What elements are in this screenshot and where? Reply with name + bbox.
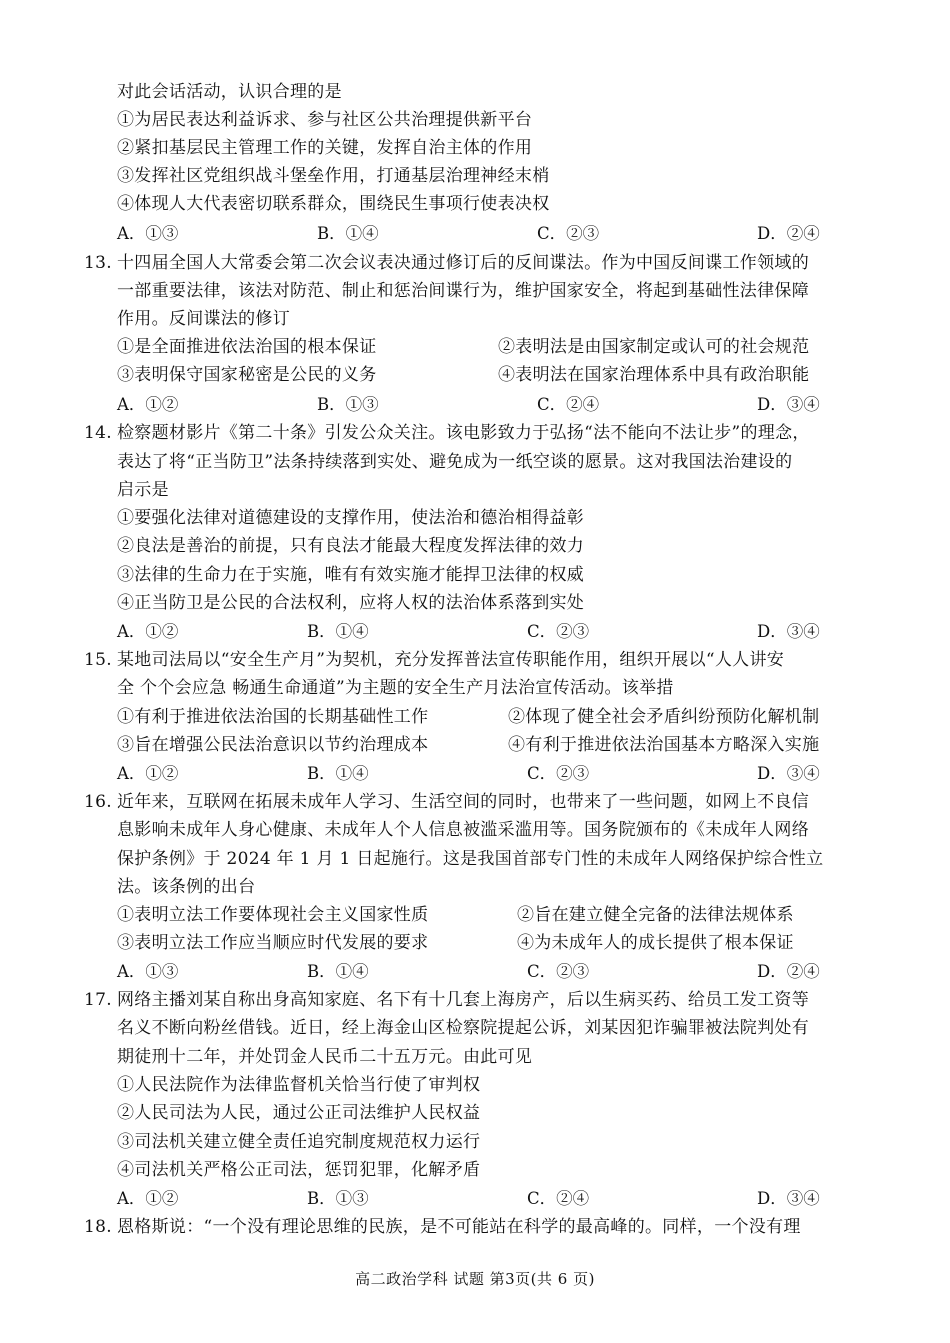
q17-choice-d: D．③④ xyxy=(757,1189,820,1208)
q14-stem-line-3: 启示是 xyxy=(117,480,169,500)
q15-item-4: ④有利于推进依法治国基本方略深入实施 xyxy=(508,735,820,755)
q13-stem-line-3: 作用。反间谍法的修订 xyxy=(117,309,290,329)
q13-choice-a: A．①② xyxy=(117,395,179,414)
q15-choice-c: C．②③ xyxy=(527,764,590,783)
q13-item-1: ①是全面推进依法治国的根本保证 xyxy=(117,337,377,357)
q16-stem-line-1: 近年来，互联网在拓展未成年人学习、生活空间的同时，也带来了一些问题，如网上不良信 xyxy=(117,792,809,812)
q14-choice-b: B．①④ xyxy=(307,622,369,641)
q16-choice-b: B．①④ xyxy=(307,962,369,981)
q12-item-1: ①为居民表达利益诉求、参与社区公共治理提供新平台 xyxy=(117,110,533,130)
q16-item-1: ①表明立法工作要体现社会主义国家性质 xyxy=(117,905,429,925)
q14-stem-line-1: 检察题材影片《第二十条》引发公众关注。该电影致力于弘扬“法不能向不法让步”的理念， xyxy=(117,423,810,443)
q12-choice-c: C．②③ xyxy=(537,224,600,243)
q17-stem-line-3: 期徒刑十二年，并处罚金人民币二十五万元。由此可见 xyxy=(117,1047,533,1067)
q17-item-4: ④司法机关严格公正司法，惩罚犯罪，化解矛盾 xyxy=(117,1160,481,1180)
q13-item-2: ②表明法是由国家制定或认可的社会规范 xyxy=(498,337,810,357)
q13-stem-line-2: 一部重要法律，该法对防范、制止和惩治间谍行为，维护国家安全，将起到基础性法律保障 xyxy=(117,281,809,301)
q15-stem-line-2: 全 个个会应急 畅通生命通道”为主题的安全生产月法治宣传活动。该举措 xyxy=(117,678,674,698)
q16-item-3: ③表明立法工作应当顺应时代发展的要求 xyxy=(117,933,429,953)
q13-item-3: ③表明保守国家秘密是公民的义务 xyxy=(117,365,377,385)
page-footer: 高二政治学科 试题 第3页(共 6 页) xyxy=(355,1270,595,1288)
q17-stem-line-2: 名义不断向粉丝借钱。近日，经上海金山区检察院提起公诉，刘某因犯诈骗罪被法院判处有 xyxy=(117,1018,809,1038)
q17-number: 17. xyxy=(84,990,112,1010)
q15-stem-line-1: 某地司法局以“安全生产月”为契机，充分发挥普法宣传职能作用，组织开展以“人人讲安 xyxy=(117,650,785,670)
q13-choice-d: D．③④ xyxy=(757,395,820,414)
q12-choice-a: A．①③ xyxy=(117,224,179,243)
q15-item-2: ②体现了健全社会矛盾纠纷预防化解机制 xyxy=(508,707,820,727)
q17-item-3: ③司法机关建立健全责任追究制度规范权力运行 xyxy=(117,1132,481,1152)
q13-item-4: ④表明法在国家治理体系中具有政治职能 xyxy=(498,365,810,385)
q16-number: 16. xyxy=(84,792,112,812)
q18-stem-line-1: 恩格斯说：“一个没有理论思维的民族，是不可能站在科学的最高峰的。同样，一个没有理 xyxy=(117,1217,801,1237)
q13-choice-c: C．②④ xyxy=(537,395,600,414)
q16-stem-line-3: 保护条例》于 2024 年 1 月 1 日起施行。这是我国首部专门性的未成年人网络保护综合性立 xyxy=(117,849,824,869)
q14-number: 14. xyxy=(84,423,112,443)
q17-item-2: ②人民司法为人民，通过公正司法维护人民权益 xyxy=(117,1103,481,1123)
q16-stem-line-4: 法。该条例的出台 xyxy=(117,877,256,897)
q14-choice-c: C．②③ xyxy=(527,622,590,641)
q16-choice-c: C．②③ xyxy=(527,962,590,981)
q13-number: 13. xyxy=(84,253,112,273)
q12-stem: 对此会话活动，认识合理的是 xyxy=(117,82,342,102)
q18-number: 18. xyxy=(84,1217,112,1237)
q14-item-2: ②良法是善治的前提，只有良法才能最大程度发挥法律的效力 xyxy=(117,536,585,556)
q12-item-4: ④体现人大代表密切联系群众，围绕民生事项行使表决权 xyxy=(117,194,550,214)
q17-item-1: ①人民法院作为法律监督机关恰当行使了审判权 xyxy=(117,1075,481,1095)
q14-stem-line-2: 表达了将“正当防卫”法条持续落到实处、避免成为一纸空谈的愿景。这对我国法治建设的 xyxy=(117,452,793,472)
q15-choice-b: B．①④ xyxy=(307,764,369,783)
q16-item-2: ②旨在建立健全完备的法律法规体系 xyxy=(517,905,794,925)
q14-choice-d: D．③④ xyxy=(757,622,820,641)
q15-choice-a: A．①② xyxy=(117,764,179,783)
q15-item-1: ①有利于推进依法治国的长期基础性工作 xyxy=(117,707,429,727)
q17-choice-b: B．①③ xyxy=(307,1189,369,1208)
q17-choice-c: C．②④ xyxy=(527,1189,590,1208)
q13-stem-line-1: 十四届全国人大常委会第二次会议表决通过修订后的反间谍法。作为中国反间谍工作领域的 xyxy=(117,253,809,273)
q14-item-4: ④正当防卫是公民的合法权利，应将人权的法治体系落到实处 xyxy=(117,593,585,613)
q15-choice-d: D．③④ xyxy=(757,764,820,783)
q12-item-3: ③发挥社区党组织战斗堡垒作用，打通基层治理神经末梢 xyxy=(117,166,550,186)
q14-choice-a: A．①② xyxy=(117,622,179,641)
q15-item-3: ③旨在增强公民法治意识以节约治理成本 xyxy=(117,735,429,755)
q16-stem-line-2: 息影响未成年人身心健康、未成年人个人信息被滥采滥用等。国务院颁布的《未成年人网络 xyxy=(117,820,809,840)
q17-choice-a: A．①② xyxy=(117,1189,179,1208)
q16-choice-a: A．①③ xyxy=(117,962,179,981)
q12-choice-d: D．②④ xyxy=(757,224,820,243)
q15-number: 15. xyxy=(84,650,112,670)
q14-item-1: ①要强化法律对道德建设的支撑作用，使法治和德治相得益彰 xyxy=(117,508,585,528)
q17-stem-line-1: 网络主播刘某自称出身高知家庭、名下有十几套上海房产，后以生病买药、给员工发工资等 xyxy=(117,990,809,1010)
q12-item-2: ②紧扣基层民主管理工作的关键，发挥自治主体的作用 xyxy=(117,138,533,158)
q12-choice-b: B．①④ xyxy=(317,224,379,243)
q13-choice-b: B．①③ xyxy=(317,395,379,414)
q16-item-4: ④为未成年人的成长提供了根本保证 xyxy=(517,933,794,953)
q14-item-3: ③法律的生命力在于实施，唯有有效实施才能捍卫法律的权威 xyxy=(117,565,585,585)
q16-choice-d: D．②④ xyxy=(757,962,820,981)
